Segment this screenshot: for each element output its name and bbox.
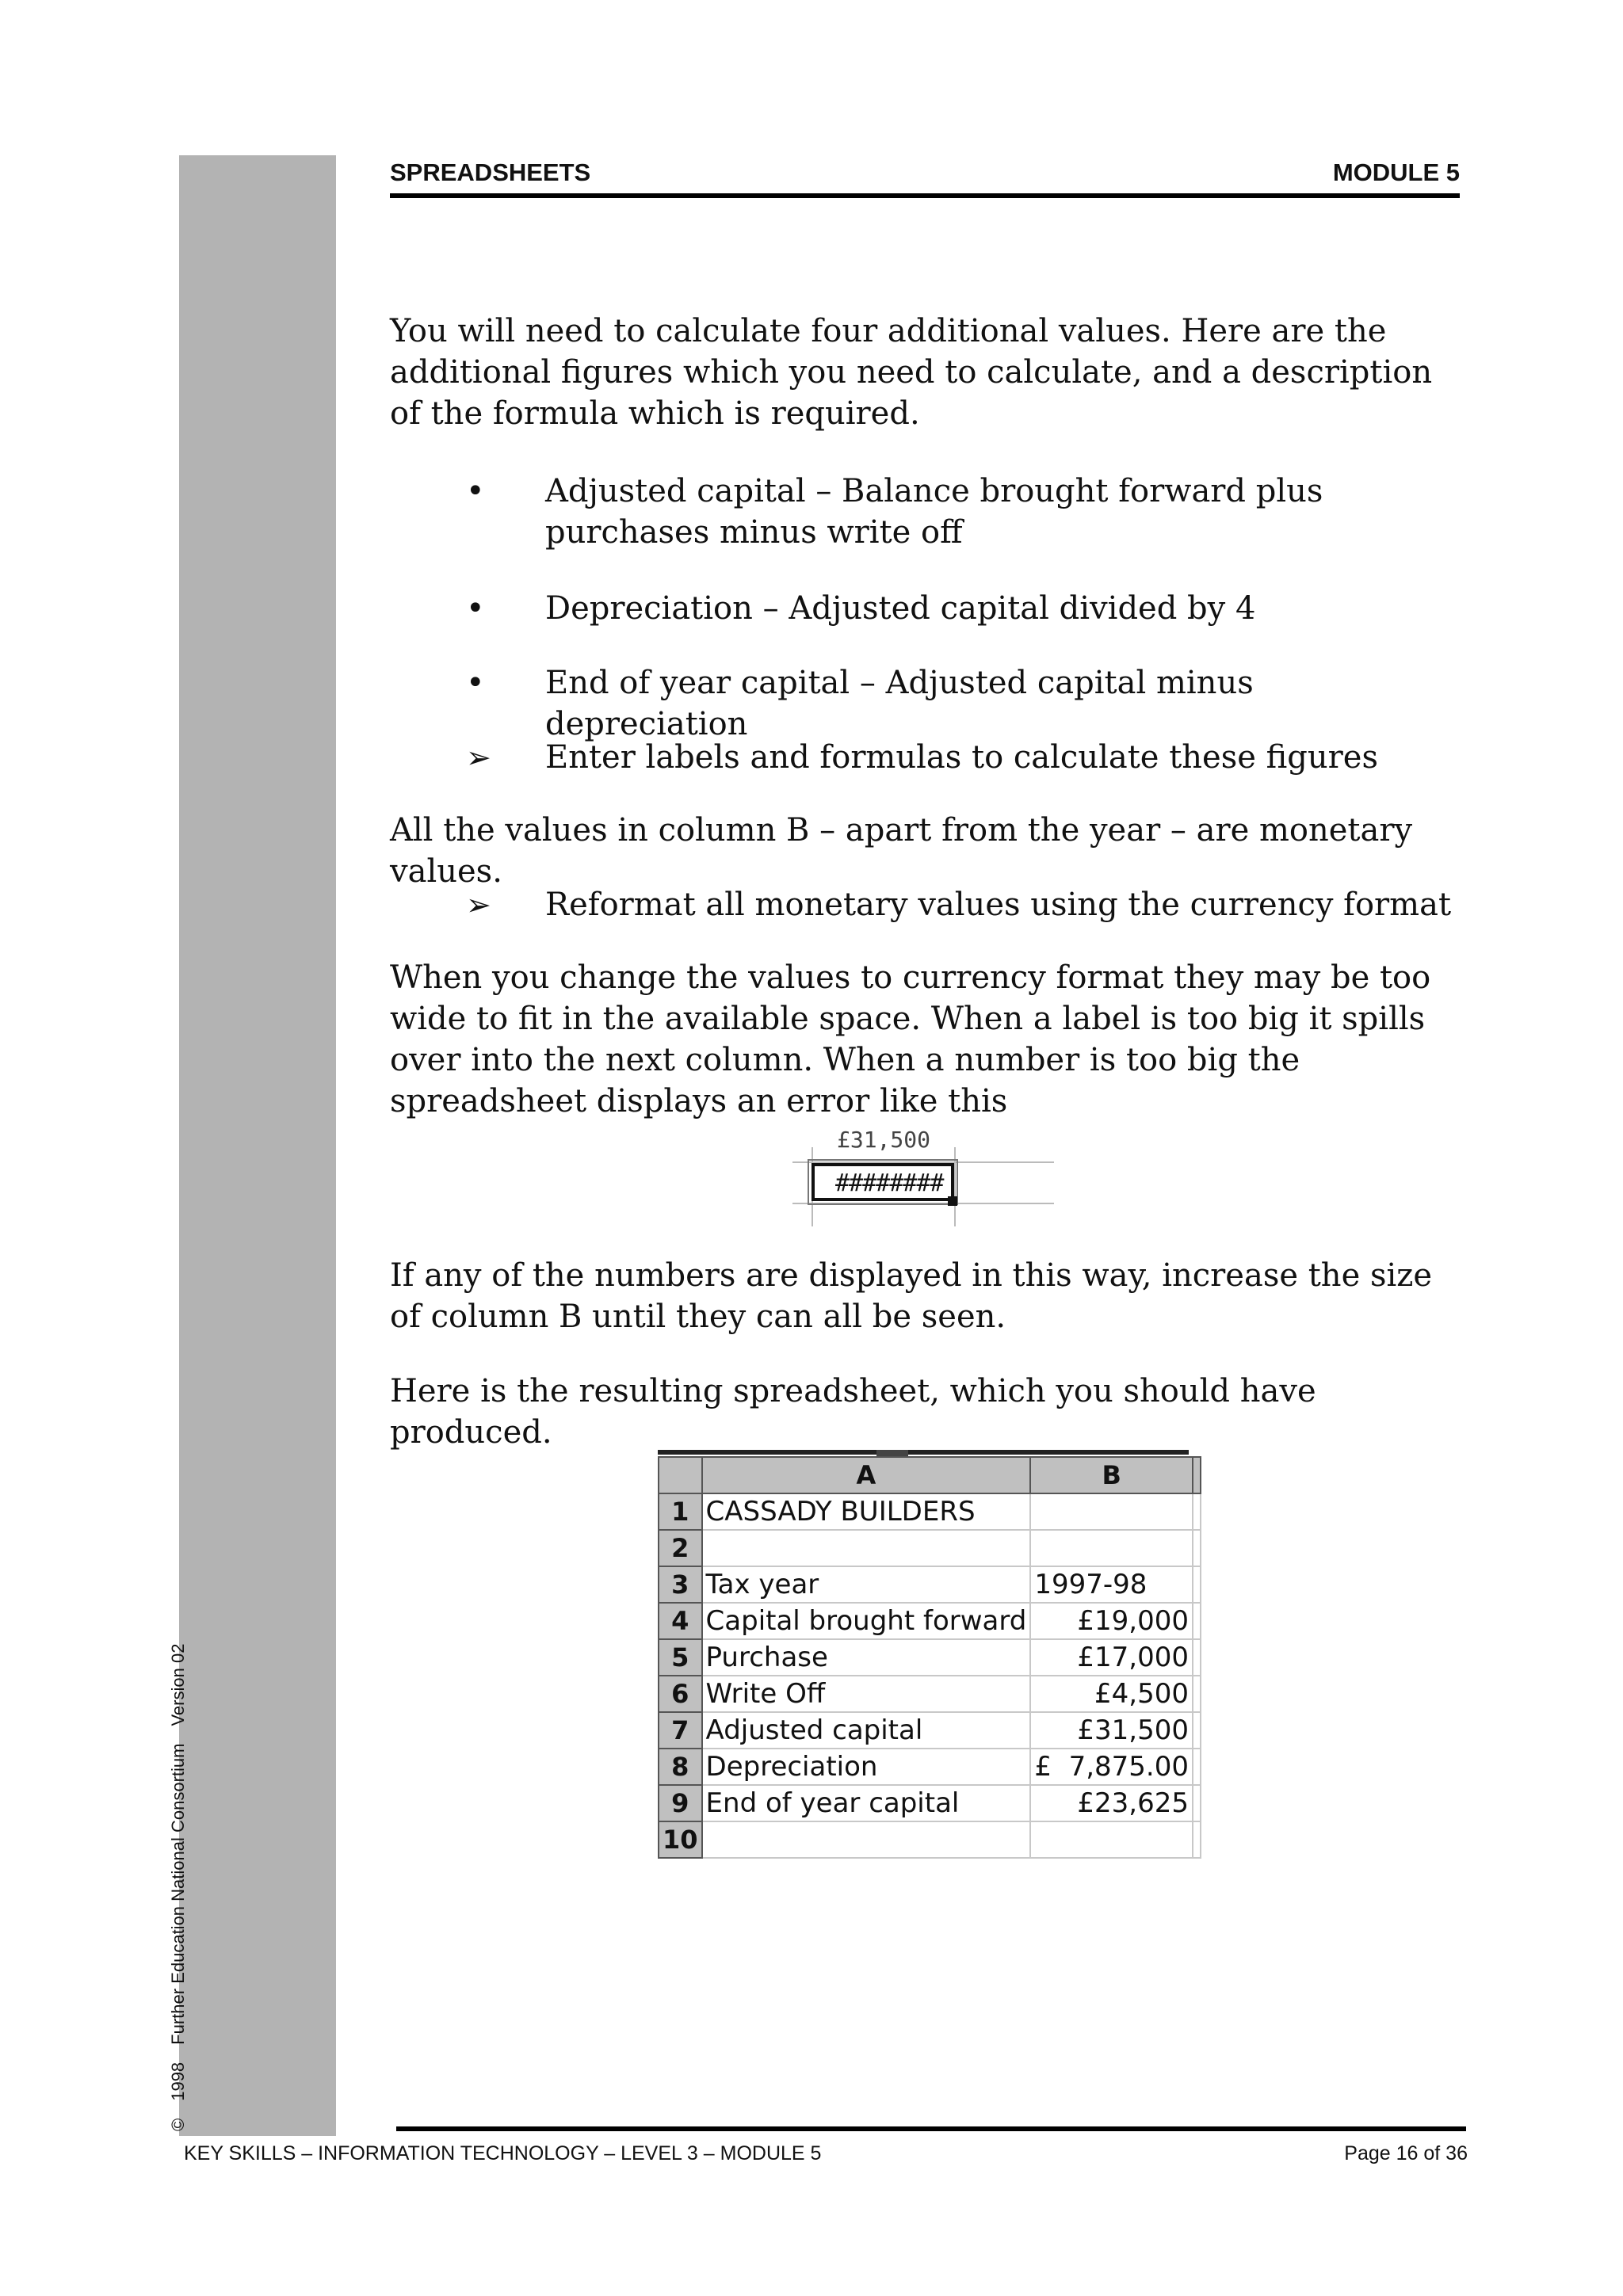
sheet-row xyxy=(659,1785,1201,1821)
row-header: 1 xyxy=(659,1493,702,1530)
sheet-row xyxy=(659,1493,1201,1530)
copyright-org: Further Education National Consortium xyxy=(168,1743,188,2045)
spreadsheet-grid xyxy=(658,1456,1201,1859)
header-title: SPREADSHEETS xyxy=(390,158,591,186)
row-header: 8 xyxy=(659,1749,702,1785)
column-header-a: A xyxy=(702,1457,1031,1493)
copyright-note xyxy=(168,1627,189,2131)
cell-a: Depreciation xyxy=(702,1749,1031,1785)
cell-a: CASSADY BUILDERS xyxy=(702,1493,1031,1530)
version-label: Version 02 xyxy=(168,1643,188,1726)
gray-sidebar xyxy=(179,155,336,2136)
cell-b xyxy=(1030,1493,1193,1530)
sheet-top-border xyxy=(658,1450,1189,1455)
sheet-row xyxy=(659,1530,1201,1566)
cell-a: Capital brought forward xyxy=(702,1603,1031,1639)
sheet-row xyxy=(659,1712,1201,1749)
footer-course: KEY SKILLS – INFORMATION TECHNOLOGY – LEVEL 3 – MODULE 5 xyxy=(184,2142,822,2164)
arrow-icon: ➢ xyxy=(466,740,491,775)
cell-a: Write Off xyxy=(702,1676,1031,1712)
column-header-row xyxy=(659,1457,1201,1493)
error-hash-text: ######## xyxy=(835,1169,944,1197)
row-header: 7 xyxy=(659,1712,702,1749)
bullet-adjusted-capital: Adjusted capital – Balance brought forward plus purchases minus write off xyxy=(545,473,1323,551)
sheet-top-tick xyxy=(876,1450,908,1456)
error-cell xyxy=(812,1163,954,1201)
cell-b: £31,500 xyxy=(1030,1712,1193,1749)
bullet-depreciation: Depreciation – Adjusted capital divided by 4 xyxy=(545,590,1256,627)
monetary-paragraph: All the values in column B – apart from the year – are monetary values. xyxy=(390,812,1413,890)
intro-paragraph: You will need to calculate four additional values. Here are the additional figures which you need to calculate, and a description of the formula which is required. xyxy=(390,313,1433,432)
copyright-symbol: © xyxy=(168,2118,188,2131)
sheet-row xyxy=(659,1821,1201,1858)
cell-b xyxy=(1030,1530,1193,1566)
bullet-end-of-year: End of year capital – Adjusted capital minus depreciation xyxy=(545,665,1254,742)
sheet-row xyxy=(659,1566,1201,1603)
bullet-marker: • xyxy=(466,665,485,701)
cell-a xyxy=(702,1530,1031,1566)
sheet-row xyxy=(659,1639,1201,1676)
column-header-b: B xyxy=(1030,1457,1193,1493)
cell-a xyxy=(702,1821,1031,1858)
row-header: 3 xyxy=(659,1566,702,1603)
row-header: 9 xyxy=(659,1785,702,1821)
spreadsheet-figure xyxy=(658,1450,1189,1855)
header-rule xyxy=(390,193,1460,198)
page-header xyxy=(390,155,1460,187)
row-header: 5 xyxy=(659,1639,702,1676)
error-cell-figure xyxy=(792,1127,1054,1226)
cell-b: £19,000 xyxy=(1030,1603,1193,1639)
row-header: 6 xyxy=(659,1676,702,1712)
arrow-icon: ➢ xyxy=(466,887,491,922)
resulting-paragraph: Here is the resulting spreadsheet, which you should have produced. xyxy=(390,1373,1316,1451)
sheet-row xyxy=(659,1676,1201,1712)
sheet-row xyxy=(659,1603,1201,1639)
fill-handle xyxy=(948,1196,957,1206)
select-all-corner xyxy=(659,1457,702,1493)
footer-page-number: Page 16 of 36 xyxy=(1344,2142,1468,2164)
header-module: MODULE 5 xyxy=(1332,158,1460,186)
cell-b: 1997-98 xyxy=(1030,1566,1193,1603)
cell-a: End of year capital xyxy=(702,1785,1031,1821)
action-reformat: Reformat all monetary values using the currency format xyxy=(545,887,1452,923)
row-header: 4 xyxy=(659,1603,702,1639)
bullet-marker: • xyxy=(466,473,485,509)
cell-b xyxy=(1030,1821,1193,1858)
action-enter-labels: Enter labels and formulas to calculate these figures xyxy=(545,739,1378,776)
footer-rule xyxy=(396,2126,1466,2131)
cell-above-value: £31,500 xyxy=(837,1127,931,1153)
sheet-row xyxy=(659,1749,1201,1785)
row-header: 2 xyxy=(659,1530,702,1566)
copyright-year: 1998 xyxy=(168,2061,188,2101)
cell-b: £17,000 xyxy=(1030,1639,1193,1676)
cell-b: £4,500 xyxy=(1030,1676,1193,1712)
row-header: 10 xyxy=(659,1821,702,1858)
cell-b: £23,625 xyxy=(1030,1785,1193,1821)
bullet-marker: • xyxy=(466,590,485,627)
increase-paragraph: If any of the numbers are displayed in this way, increase the size of column B until they can all be seen. xyxy=(390,1257,1433,1335)
cell-a: Adjusted capital xyxy=(702,1712,1031,1749)
column-header-c xyxy=(1193,1457,1201,1493)
cell-a: Tax year xyxy=(702,1566,1031,1603)
cell-a: Purchase xyxy=(702,1639,1031,1676)
cell-b: £ 7,875.00 xyxy=(1030,1749,1193,1785)
currency-paragraph: When you change the values to currency format they may be too wide to fit in the available space. When a label is too big it spills over into the next column. When a number is too big the spreadsheet displays an error like this xyxy=(390,959,1431,1119)
